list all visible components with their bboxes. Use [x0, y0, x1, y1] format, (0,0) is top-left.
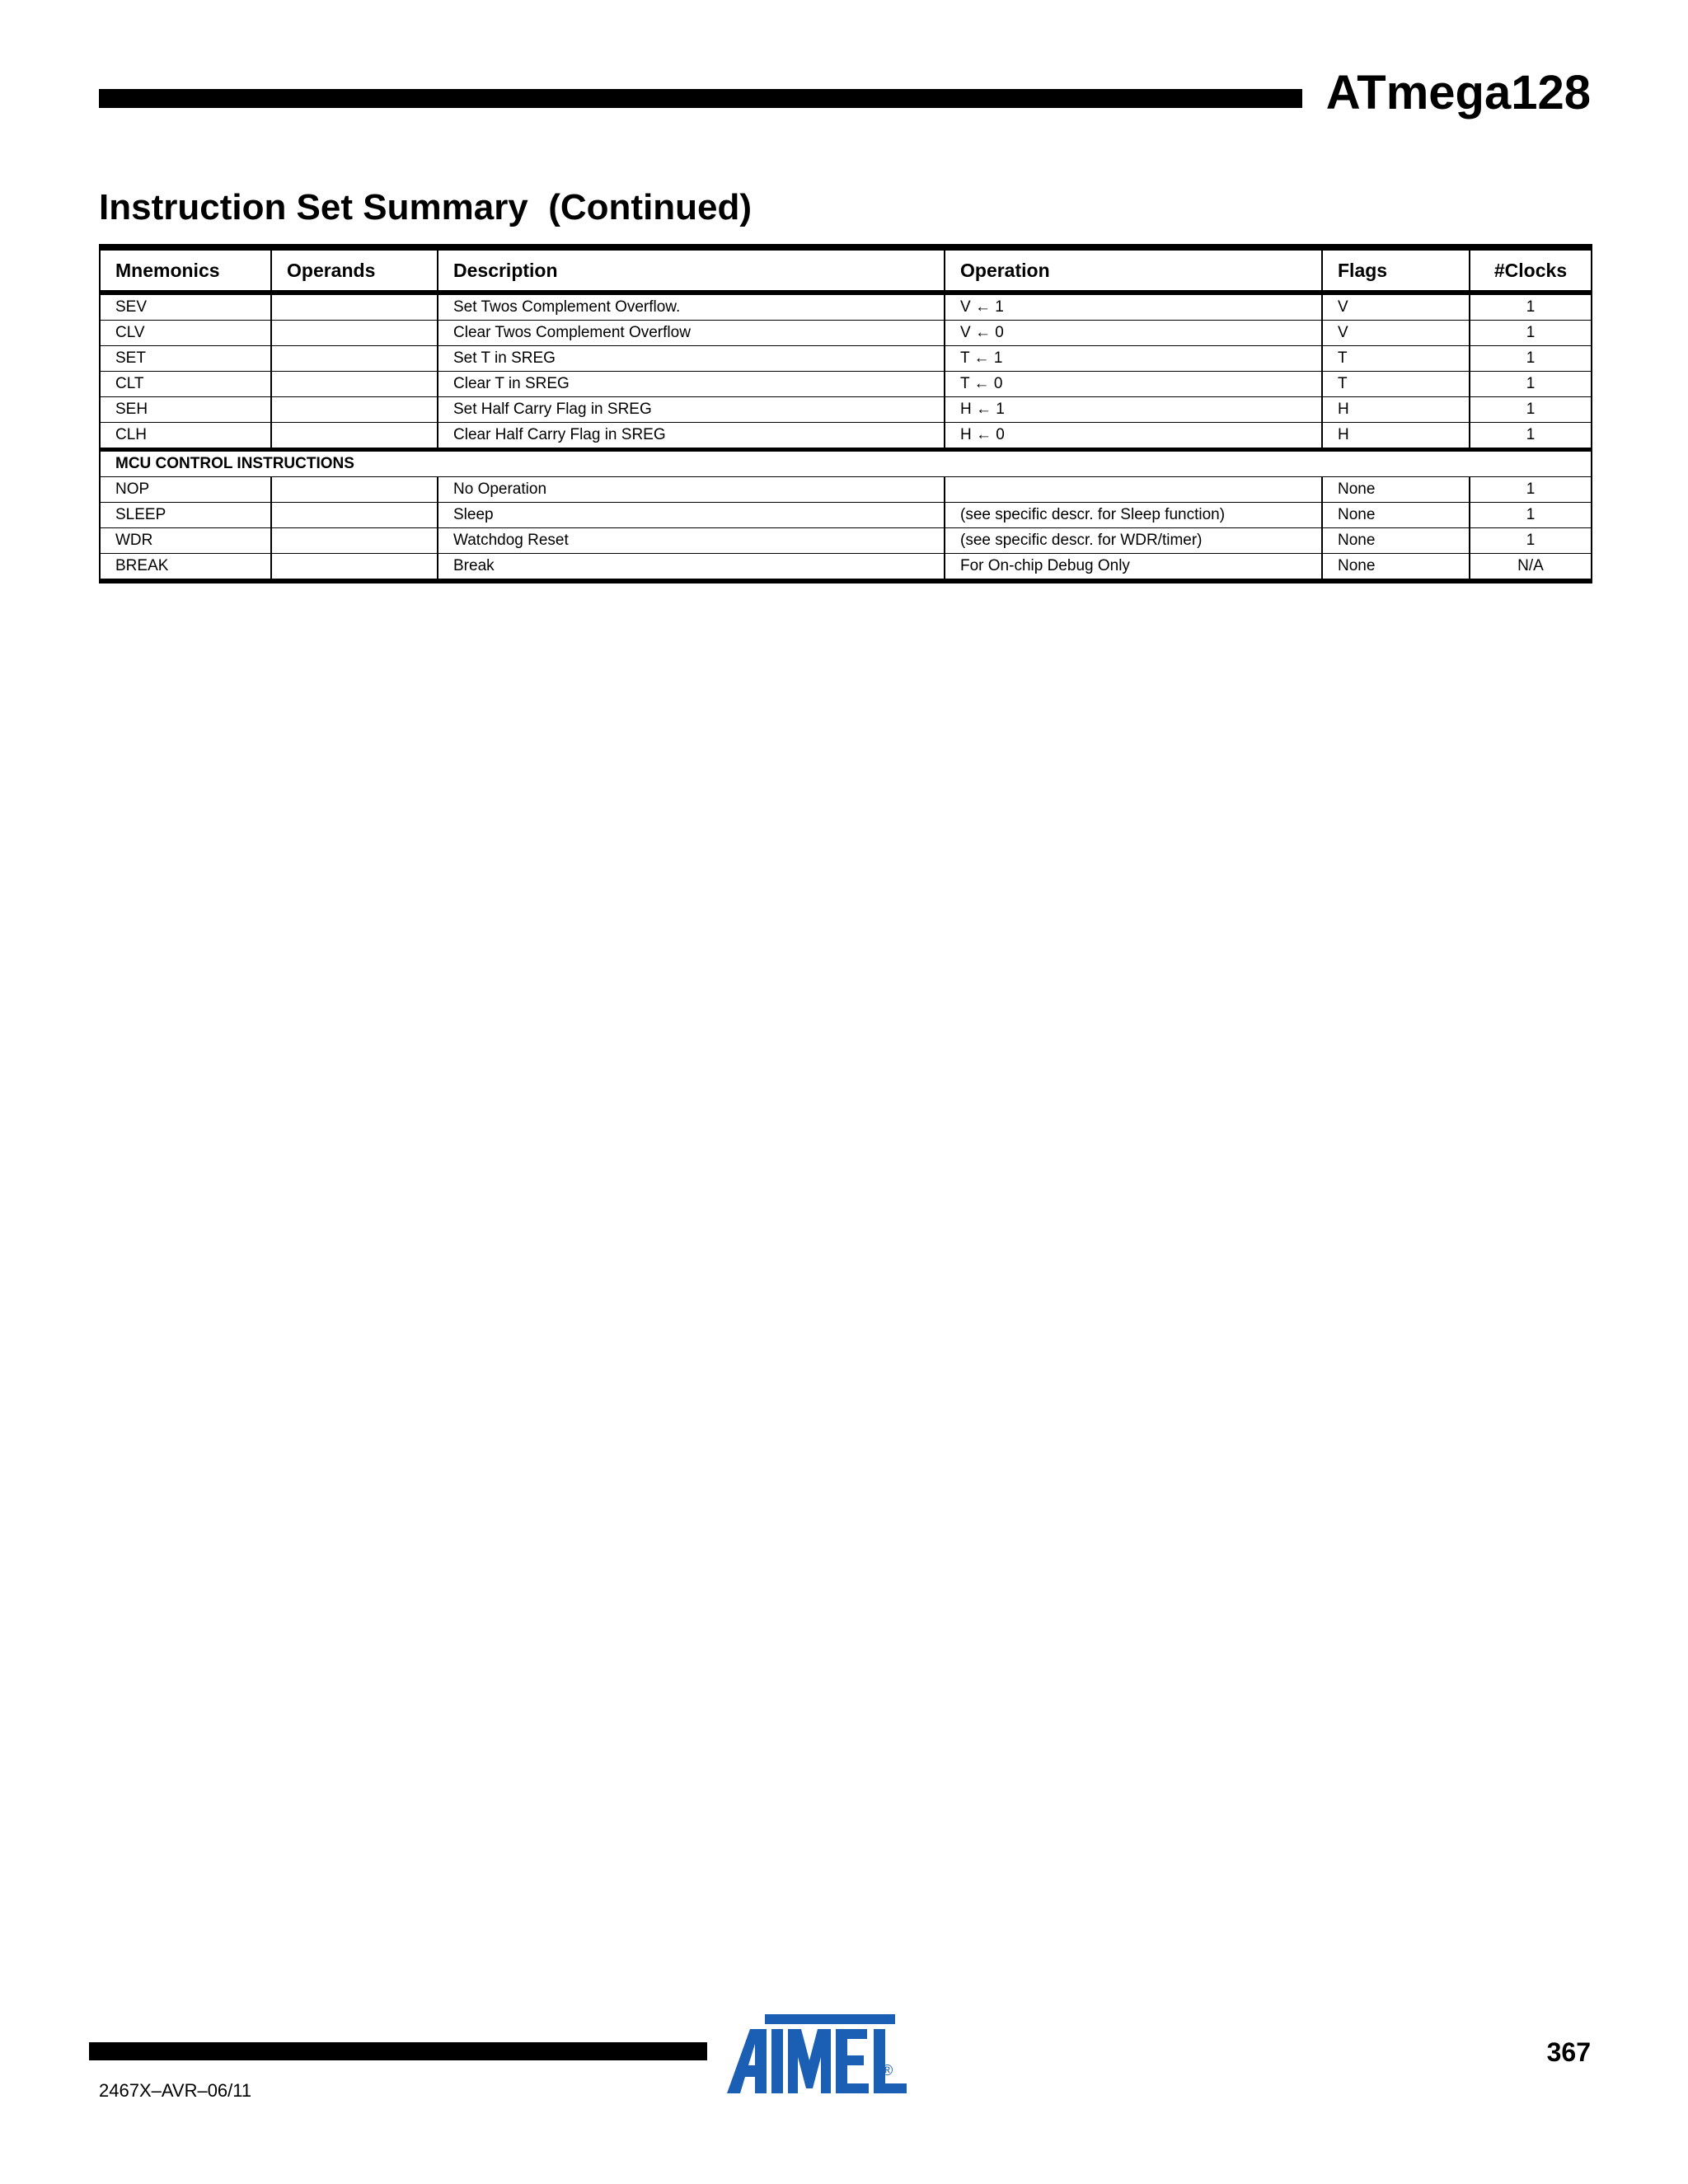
column-header-flags: Flags: [1322, 247, 1470, 293]
cell-operation: (see specific descr. for Sleep function): [945, 503, 1322, 528]
cell-mnemonic: SET: [100, 346, 271, 372]
section-heading: Instruction Set Summary (Continued): [99, 187, 753, 227]
cell-clocks: 1: [1470, 423, 1592, 450]
registered-mark: ®: [882, 2062, 893, 2079]
header-rule: [99, 89, 1302, 108]
cell-operands: [271, 554, 438, 582]
document-title: ATmega128: [1325, 66, 1591, 120]
column-header-description: Description: [438, 247, 945, 293]
table-section-row: [100, 450, 1592, 477]
cell-description: Set Half Carry Flag in SREG: [438, 397, 945, 423]
cell-operands: [271, 503, 438, 528]
table-row: [100, 503, 1592, 528]
cell-description: Sleep: [438, 503, 945, 528]
cell-operation: (see specific descr. for WDR/timer): [945, 528, 1322, 554]
cell-mnemonic: CLV: [100, 321, 271, 346]
column-header-operands: Operands: [271, 247, 438, 293]
column-header-clocks: #Clocks: [1470, 247, 1592, 293]
document-code: 2467X–AVR–06/11: [99, 2080, 252, 2101]
cell-flags: H: [1322, 397, 1470, 423]
page-number: 367: [1546, 2037, 1591, 2067]
table-row: [100, 397, 1592, 423]
cell-mnemonic: CLH: [100, 423, 271, 450]
cell-clocks: N/A: [1470, 554, 1592, 582]
table-row: [100, 372, 1592, 397]
cell-clocks: 1: [1470, 397, 1592, 423]
cell-operation: T ← 0: [945, 372, 1322, 397]
cell-operation: H ← 0: [945, 423, 1322, 450]
cell-operands: [271, 321, 438, 346]
cell-flags: None: [1322, 554, 1470, 582]
cell-flags: None: [1322, 503, 1470, 528]
cell-clocks: 1: [1470, 528, 1592, 554]
cell-flags: V: [1322, 293, 1470, 321]
cell-description: Set Twos Complement Overflow.: [438, 293, 945, 321]
table-header-row: [100, 247, 1592, 293]
cell-operands: [271, 372, 438, 397]
cell-flags: V: [1322, 321, 1470, 346]
table-row: [100, 423, 1592, 450]
cell-clocks: 1: [1470, 477, 1592, 503]
cell-operation: V ← 1: [945, 293, 1322, 321]
cell-flags: None: [1322, 528, 1470, 554]
cell-description: Clear T in SREG: [438, 372, 945, 397]
section-label: MCU CONTROL INSTRUCTIONS: [100, 450, 1592, 477]
cell-clocks: 1: [1470, 346, 1592, 372]
cell-description: No Operation: [438, 477, 945, 503]
table-row: [100, 477, 1592, 503]
cell-description: Set T in SREG: [438, 346, 945, 372]
cell-operands: [271, 397, 438, 423]
cell-mnemonic: BREAK: [100, 554, 271, 582]
cell-operation: For On-chip Debug Only: [945, 554, 1322, 582]
cell-description: Clear Twos Complement Overflow: [438, 321, 945, 346]
column-header-mnemonics: Mnemonics: [100, 247, 271, 293]
footer-rule: [89, 2042, 707, 2060]
cell-operands: [271, 423, 438, 450]
cell-mnemonic: SEH: [100, 397, 271, 423]
cell-clocks: 1: [1470, 293, 1592, 321]
instruction-summary-table: [99, 244, 1592, 583]
cell-operands: [271, 528, 438, 554]
cell-operation: T ← 1: [945, 346, 1322, 372]
cell-flags: T: [1322, 346, 1470, 372]
cell-operation: [945, 477, 1322, 503]
cell-description: Break: [438, 554, 945, 582]
cell-mnemonic: NOP: [100, 477, 271, 503]
cell-flags: T: [1322, 372, 1470, 397]
cell-description: Watchdog Reset: [438, 528, 945, 554]
cell-mnemonic: SLEEP: [100, 503, 271, 528]
cell-clocks: 1: [1470, 503, 1592, 528]
cell-clocks: 1: [1470, 372, 1592, 397]
table-row: [100, 293, 1592, 321]
cell-description: Clear Half Carry Flag in SREG: [438, 423, 945, 450]
table-row: [100, 346, 1592, 372]
table-row: [100, 528, 1592, 554]
cell-clocks: 1: [1470, 321, 1592, 346]
table-row: [100, 554, 1592, 582]
atmel-logo: [725, 2011, 911, 2102]
cell-operands: [271, 477, 438, 503]
cell-flags: H: [1322, 423, 1470, 450]
cell-operation: V ← 0: [945, 321, 1322, 346]
cell-mnemonic: SEV: [100, 293, 271, 321]
cell-mnemonic: CLT: [100, 372, 271, 397]
cell-operands: [271, 293, 438, 321]
cell-operation: H ← 1: [945, 397, 1322, 423]
cell-operands: [271, 346, 438, 372]
table-row: [100, 321, 1592, 346]
cell-mnemonic: WDR: [100, 528, 271, 554]
cell-flags: None: [1322, 477, 1470, 503]
column-header-operation: Operation: [945, 247, 1322, 293]
